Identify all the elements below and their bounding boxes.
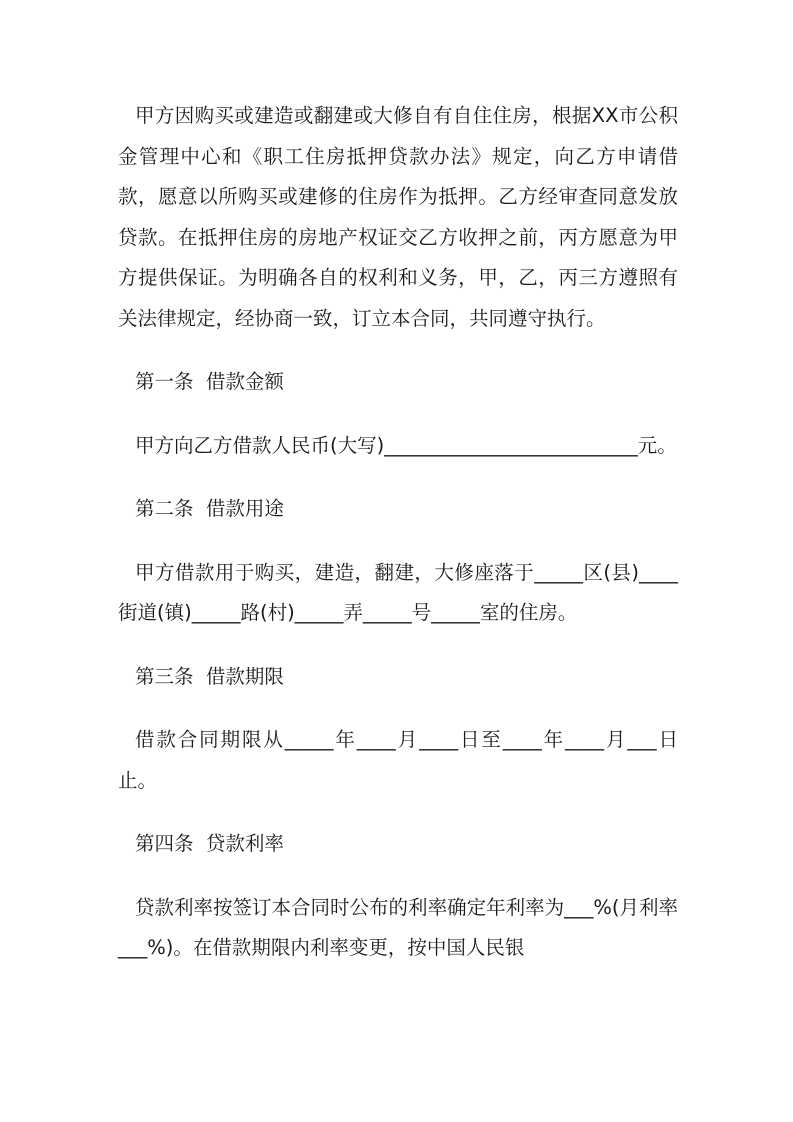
- article-3-heading: 第三条 借款期限: [135, 664, 284, 688]
- article-2-body: 甲方借款用于购买，建造，翻建，大修座落于_____区(县)____街道(镇)_____路(村)_____弄_____号_____室的住房。: [118, 560, 678, 624]
- article-4-body: 贷款利率按签订本合同时公布的利率确定年利率为___%(月利率___%)。在借款期限内利率变更，按中国人民银: [118, 895, 678, 959]
- preamble-paragraph: 甲方因购买或建造或翻建或大修自有自住住房，根据XX市公积金管理中心和《职工住房抵押贷款办法》规定，向乙方申请借款，愿意以所购买或建修的住房作为抵押。乙方经审查同意发放贷款。在抵押住房的房地产权证交乙方收押之前，丙方愿意为甲方提供保证。为明确各自的权利和义务，甲，乙，丙三方遵照有关法律规定，经协商一致，订立本合同，共同遵守执行。: [118, 104, 678, 330]
- article-4-heading: 第四条 贷款利率: [135, 832, 284, 855]
- article-2-heading: 第二条 借款用途: [135, 497, 284, 520]
- article-3-body: 借款合同期限从_____年____月____日至____年____月___日止。: [118, 728, 678, 792]
- article-1-body: 甲方向乙方借款人民币(大写)__________________________元。: [135, 433, 677, 457]
- article-1-heading: 第一条 借款金额: [135, 370, 284, 393]
- document-body: [118, 96, 678, 969]
